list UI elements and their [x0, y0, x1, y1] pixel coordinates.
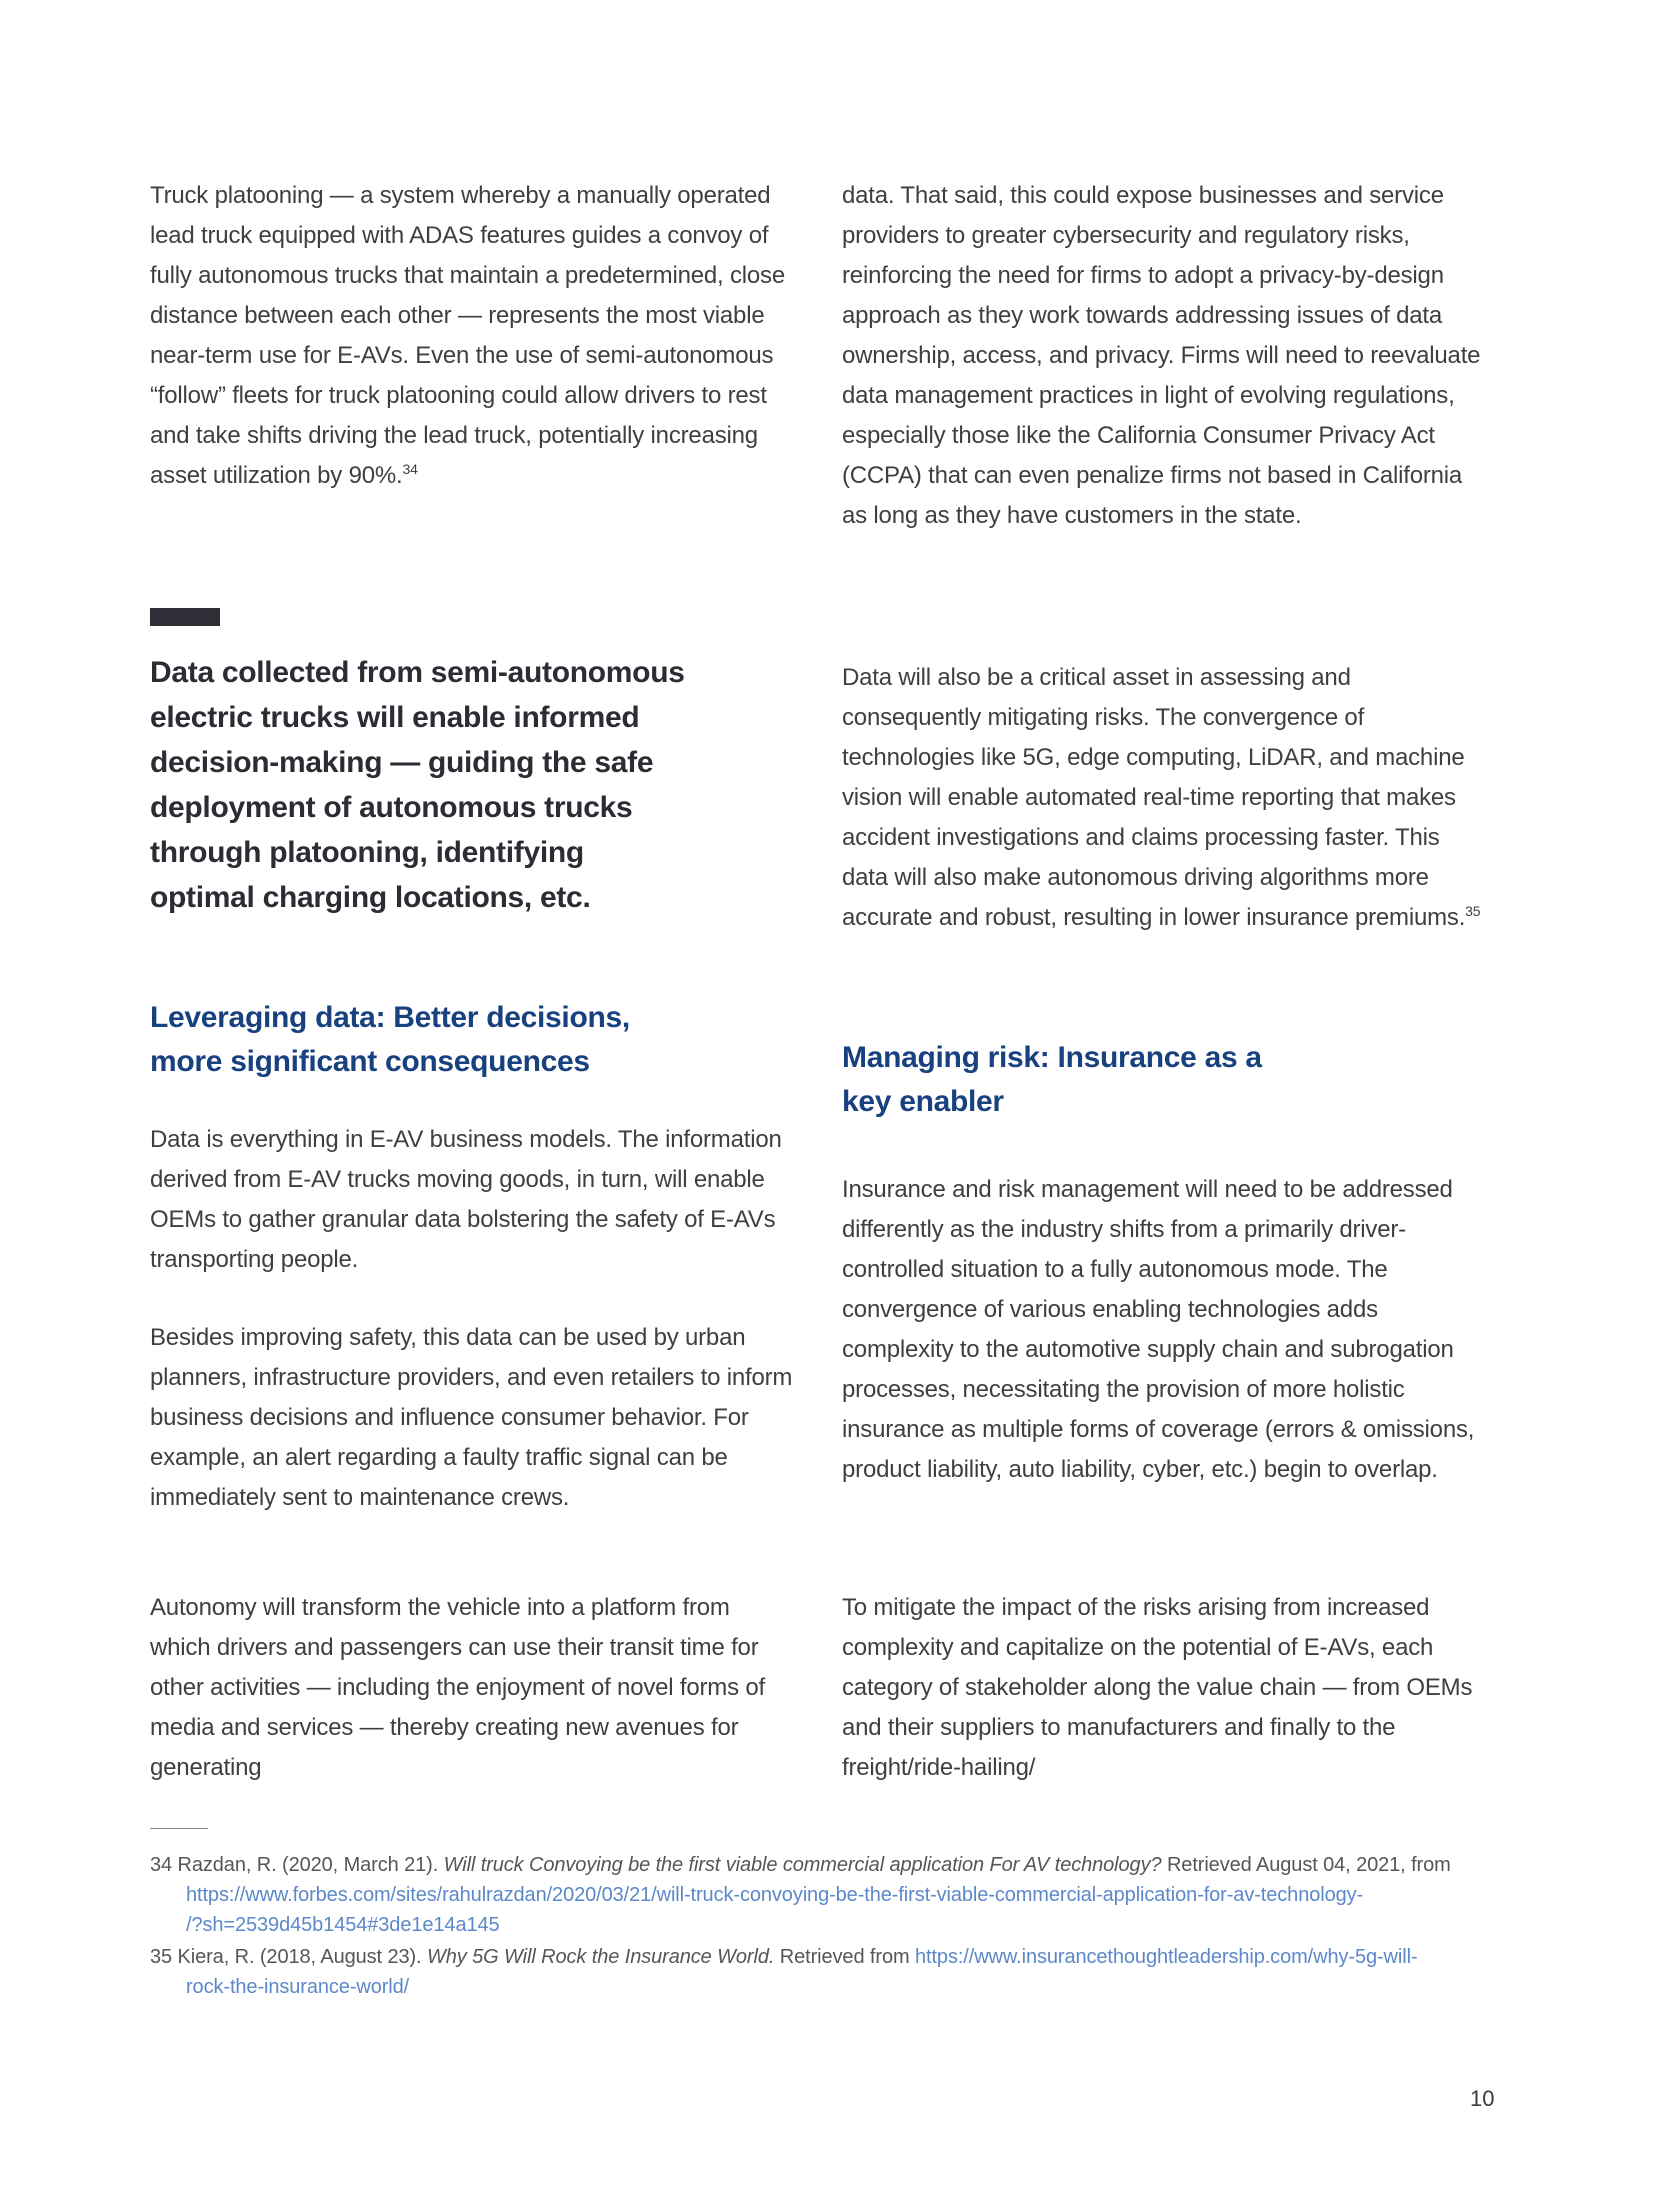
footnote-link[interactable]: https://www.insurancethoughtleadership.com/why-5g-will- — [914, 1946, 1418, 1968]
footnote-url-block — [186, 1972, 1480, 2002]
footnote-link[interactable]: /?sh=2539d45b1454#3de1e14a145 — [186, 1914, 500, 1936]
paragraph-text: Autonomy will transform the vehicle into a platform from which drivers and passengers can use their transit time for other activities — including the enjoyment of novel forms of media and services — thereby creating new avenues for generating — [150, 1594, 765, 1781]
paragraph-text: Data will also be a critical asset in assessing and consequently mitigating risks. The convergence of technologies like 5G, edge computing, LiDAR, and machine vision will enable automated real-time reporting that makes accident investigations and claims processing faster. This data will also make autonomous driving algorithms more accurate and robust, resulting in lower insurance premiums. — [842, 664, 1466, 931]
paragraph-data-critical-asset — [842, 658, 1482, 938]
footnote-text: Retrieved from — [774, 1946, 915, 1968]
paragraph-text: Besides improving safety, this data can be used by urban planners, infrastructure providers, and even retailers to inform business decisions and influence consumer behavior. For example, an alert regarding a faulty traffic signal can be immediately sent to maintenance crews. — [150, 1324, 793, 1511]
paragraph-autonomy-platform — [150, 1588, 795, 1788]
footnote-title: Why 5G Will Rock the Insurance World. — [426, 1946, 775, 1968]
footnote-divider — [150, 1828, 208, 1829]
pull-quote-line: deployment of autonomous trucks — [150, 791, 633, 824]
footnote-35 — [150, 1942, 1480, 2002]
paragraph-data-that-said — [842, 176, 1482, 536]
paragraph-insurance-risk — [842, 1170, 1482, 1490]
pull-quote — [150, 650, 810, 920]
heading-line: Managing risk: Insurance as a — [842, 1041, 1262, 1074]
paragraph-truck-platooning — [150, 176, 795, 496]
paragraph-data-everything — [150, 1120, 795, 1280]
pull-quote-line: Data collected from semi-autonomous — [150, 656, 685, 689]
heading-managing-risk — [842, 1036, 1502, 1124]
heading-line: more significant consequences — [150, 1045, 590, 1078]
footnote-ref-34: 34 — [402, 461, 418, 477]
heading-line: Leveraging data: Better decisions, — [150, 1001, 630, 1034]
paragraph-text: Truck platooning — a system whereby a manually operated lead truck equipped with ADAS features guides a convoy of fully autonomous trucks that maintain a predetermined, close distance between each other — represents the most viable near-term use for E-AVs. Even the use of semi-autonomous “follow” fleets for truck platooning could allow drivers to rest and take shifts driving the lead truck, potentially increasing asset utilization by 90%. — [150, 182, 786, 489]
footnote-text: 34 Razdan, R. (2020, March 21). — [150, 1854, 444, 1876]
pull-quote-line: optimal charging locations, etc. — [150, 881, 591, 914]
paragraph-text: To mitigate the impact of the risks arising from increased complexity and capitalize on the potential of E-AVs, each category of stakeholder along the value chain — from OEMs and their suppliers to manufacturers and finally to the freight/ride-hailing/ — [842, 1594, 1473, 1781]
footnote-url-block — [186, 1880, 1480, 1940]
footnote-text: Retrieved August 04, 2021, from — [1161, 1854, 1451, 1876]
footnote-title: Will truck Convoying be the first viable commercial application For AV technology? — [443, 1854, 1162, 1876]
footnote-citation — [150, 1942, 1480, 1972]
footnote-link[interactable]: https://www.forbes.com/sites/rahulrazdan/2020/03/21/will-truck-convoying-be-the-first-viable-commercial-application-for-av-technology- — [186, 1884, 1364, 1906]
pull-quote-line: decision-making — guiding the safe — [150, 746, 654, 779]
pull-quote-line: through platooning, identifying — [150, 836, 584, 869]
paragraph-text: Data is everything in E-AV business models. The information derived from E-AV trucks moving goods, in turn, will enable OEMs to gather granular data bolstering the safety of E-AVs transporting people. — [150, 1126, 782, 1273]
pull-quote-rule — [150, 608, 220, 626]
paragraph-besides-safety — [150, 1318, 795, 1518]
pull-quote-line: electric trucks will enable informed — [150, 701, 640, 734]
footnote-ref-35: 35 — [1465, 903, 1481, 919]
paragraph-to-mitigate — [842, 1588, 1482, 1788]
heading-leveraging-data — [150, 996, 810, 1084]
footnote-34 — [150, 1850, 1480, 1940]
paragraph-text: data. That said, this could expose businesses and service providers to greater cybersecurity and regulatory risks, reinforcing the need for firms to adopt a privacy-by-design approach as they work towards addressing issues of data ownership, access, and privacy. Firms will need to reevaluate data management practices in light of evolving regulations, especially those like the California Consumer Privacy Act (CCPA) that can even penalize firms not based in California as long as they have customers in the state. — [842, 182, 1481, 529]
footnote-link[interactable]: rock-the-insurance-world/ — [186, 1976, 410, 1998]
footnote-text: 35 Kiera, R. (2018, August 23). — [150, 1946, 427, 1968]
paragraph-text: Insurance and risk management will need to be addressed differently as the industry shifts from a primarily driver-controlled situation to a fully autonomous mode. The convergence of various enabling technologies adds complexity to the automotive supply chain and subrogation processes, necessitating the provision of more holistic insurance as multiple forms of coverage (errors & omissions, product liability, auto liability, cyber, etc.) begin to overlap. — [842, 1176, 1475, 1483]
footnote-citation — [150, 1850, 1480, 1880]
page-number: 10 — [1470, 2086, 1495, 2111]
heading-line: key enabler — [842, 1085, 1004, 1118]
